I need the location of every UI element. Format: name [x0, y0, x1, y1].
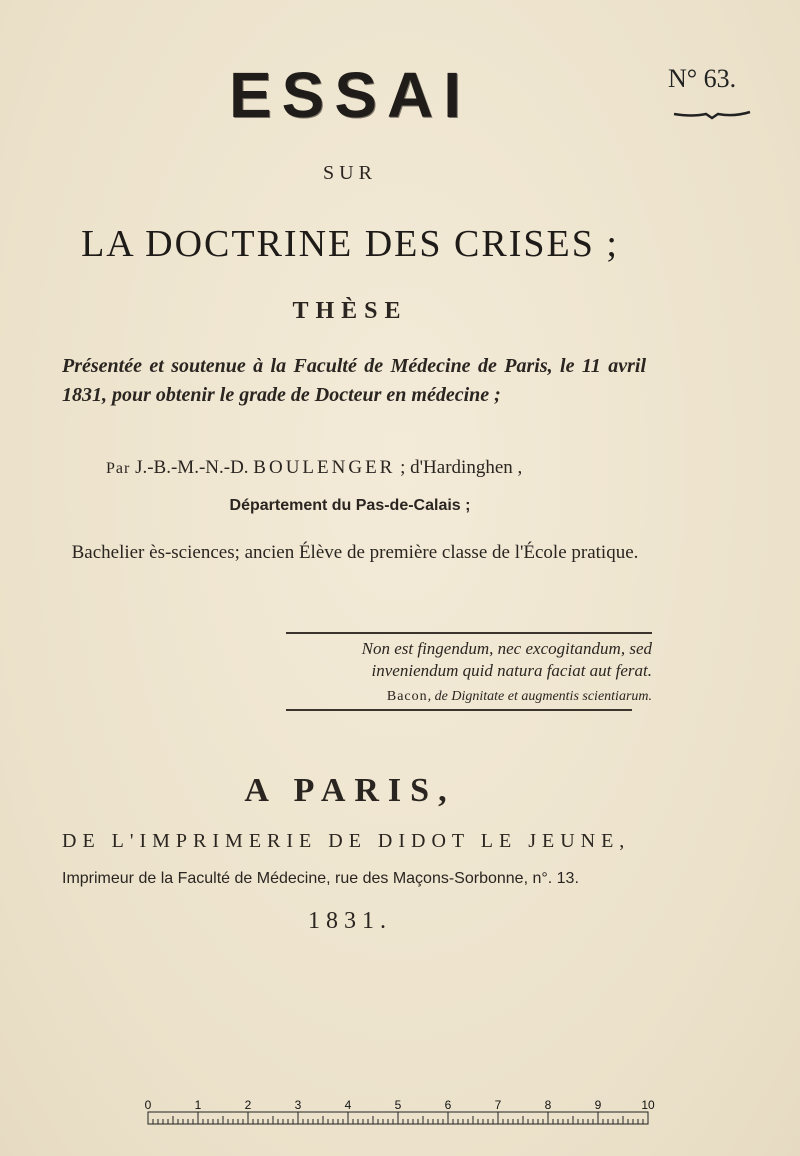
ruler-label-4: 4 — [344, 1098, 352, 1112]
author-line — [106, 457, 522, 479]
ruler-label-7: 7 — [494, 1098, 502, 1112]
par-label: Par — [106, 460, 131, 477]
department: Département du Pas-de-Calais ; — [229, 497, 471, 514]
author-origin: ; d'Hardinghen , — [400, 457, 523, 478]
epigraph-author: Bacon — [386, 689, 428, 704]
scale-ruler — [144, 1098, 655, 1128]
epigraph-attribution — [286, 686, 652, 708]
ruler-label-9: 9 — [594, 1098, 602, 1112]
ruler-label-3: 3 — [294, 1098, 302, 1112]
epigraph — [286, 638, 652, 708]
main-title: ESSAI — [228, 59, 472, 131]
imprint-printer: DE L'IMPRIMERIE DE DIDOT LE JEUNE, — [62, 830, 631, 852]
epigraph-quote: Non est fingendum, nec excogitandum, sed inveniendum quid natura faciat aut ferat. — [361, 639, 652, 680]
epigraph-source: , de Dignitate et augmentis scientiarum. — [427, 689, 652, 704]
imprint-city: A PARIS, — [244, 772, 456, 809]
ruler-label-1: 1 — [194, 1098, 202, 1112]
presentation-text: Présentée et soutenue à la Faculté de Médecine de Paris, le 11 avril 1831, pour obtenir le grade de Docteur en médecine ; — [62, 355, 646, 406]
ruler-label-0: 0 — [144, 1098, 152, 1112]
subject-title: LA DOCTRINE DES CRISES ; — [81, 223, 619, 265]
ruler-label-2: 2 — [244, 1098, 252, 1112]
sur-label: SUR — [323, 162, 377, 184]
ruler-label-6: 6 — [444, 1098, 452, 1112]
author-surname: BOULENGER — [253, 457, 396, 478]
imprint-printer-detail: Imprimeur de la Faculté de Médecine, rue des Maçons-Sorbonne, n°. 13. — [62, 870, 579, 887]
flourish-ornament — [672, 106, 752, 120]
qualifications: Bachelier ès-sciences; ancien Élève de première classe de l'École pratique. — [71, 542, 639, 563]
epigraph-bottom-rule — [286, 709, 632, 711]
ruler-label-5: 5 — [394, 1098, 402, 1112]
epigraph-top-rule — [286, 632, 652, 634]
ruler-label-10: 10 — [641, 1098, 655, 1112]
author-initials: J.-B.-M.-N.-D. — [135, 457, 249, 478]
ruler-label-8: 8 — [544, 1098, 552, 1112]
catalog-number: N° 63. — [668, 64, 737, 93]
imprint-year: 1831. — [308, 908, 392, 934]
these-label: THÈSE — [292, 298, 408, 324]
